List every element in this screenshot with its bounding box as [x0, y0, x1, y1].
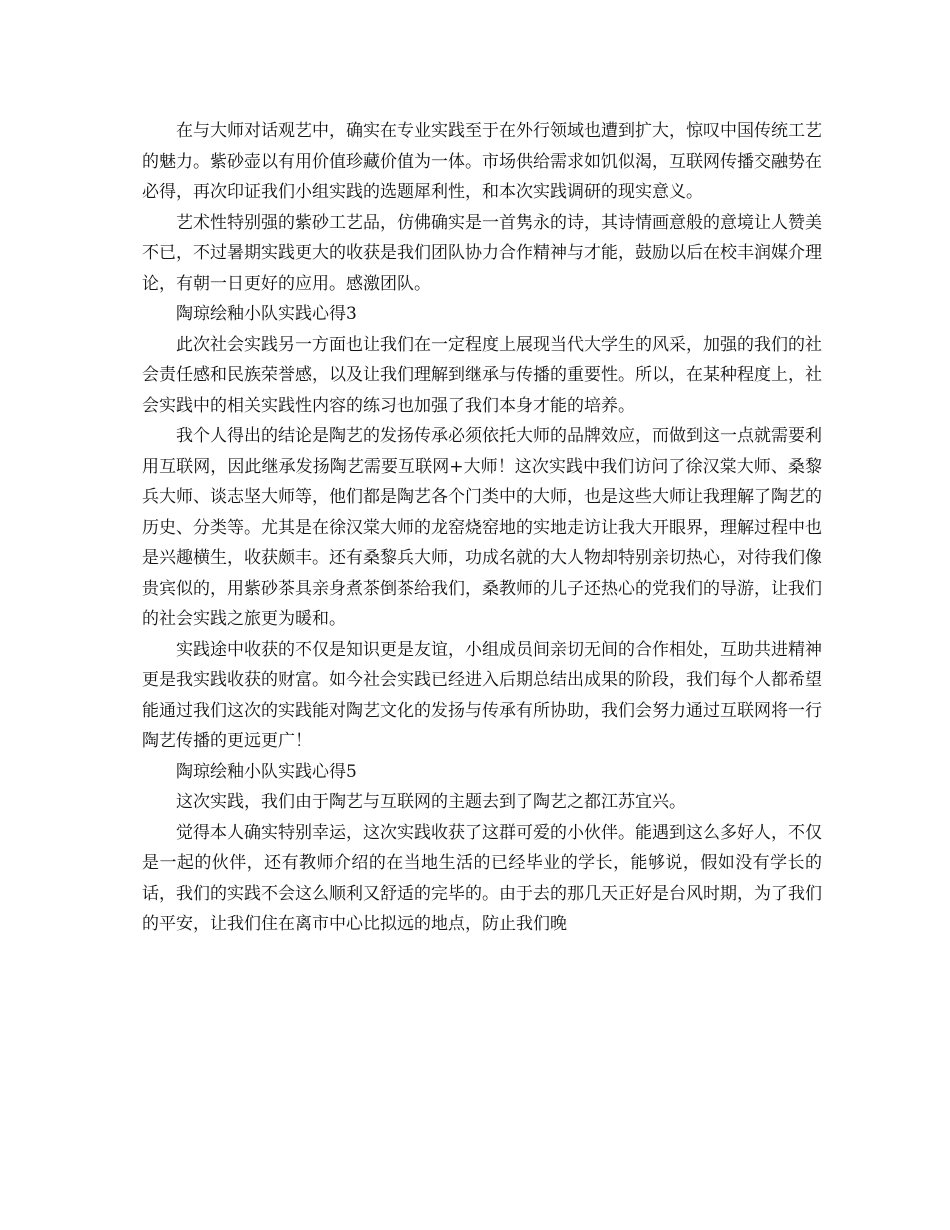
paragraph-5: 实践途中收获的不仅是知识更是友谊，小组成员间亲切无间的合作相处，互助共进精神更是我实践收获的财富。如今社会实践已经进入后期总结出成果的阶段，我们每个人都希望能通过我们这次的实践能对陶艺文化的发扬与传承有所协助，我们会努力通过互联网将一行陶艺传播的更远更广！ — [142, 639, 822, 751]
paragraph-6: 这次实践，我们由于陶艺与互联网的主题去到了陶艺之都江苏宜兴。 — [176, 792, 686, 812]
paragraph-4: 我个人得出的结论是陶艺的发扬传承必须依托大师的品牌效应，而做到这一点就需要利用互联网，因此继承发扬陶艺需要互联网+大师！这次实践中我们访问了徐汉棠大师、桑黎兵大师、谈志坚大师等，他们都是陶艺各个门类中的大师，也是这些大师让我理解了陶艺的历史、分类等。尤其是在徐汉棠大师的龙窑烧窑地的实地走访让我大开眼界，理解过程中也是兴趣横生，收获颇丰。还有桑黎兵大师，功成名就的大人物却特别亲切热心，对待我们像贵宾似的，用紫砂茶具亲身煮茶倒茶给我们，桑教师的儿子还热心的党我们的导游，让我们的社会实践之旅更为暖和。 — [142, 426, 822, 629]
paragraph-2: 艺术性特别强的紫砂工艺品，仿佛确实是一首隽永的诗，其诗情画意般的意境让人赞美不已，不过暑期实践更大的收获是我们团队协力合作精神与才能，鼓励以后在校丰润媒介理论，有朝一日更好的应用。感激团队。 — [142, 212, 822, 294]
paragraph-7: 觉得本人确实特别幸运，这次实践收获了这群可爱的小伙伴。能遇到这么多好人，不仅是一起的伙伴，还有教师介绍的在当地生活的已经毕业的学长，能够说，假如没有学长的话，我们的实践不会这么顺利又舒适的完毕的。由于去的那几天正好是台风时期，为了我们的平安，让我们住在离市中心比拟远的地点，防止我们晚 — [142, 822, 822, 934]
paragraph-3: 此次社会实践另一方面也让我们在一定程度上展现当代大学生的风采，加强的我们的社会责任感和民族荣誉感，以及让我们理解到继承与传播的重要性。所以，在某种程度上，社会实践中的相关实践性内容的练习也加强了我们本身才能的培养。 — [142, 334, 822, 416]
section-heading-3: 陶琼绘釉小队实践心得3 — [176, 304, 357, 324]
document-page — [142, 116, 822, 940]
paragraph-1: 在与大师对话观艺中，确实在专业实践至于在外行领域也遭到扩大，惊叹中国传统工艺的魅力。紫砂壶以有用价值珍藏价值为一体。市场供给需求如饥似渴，互联网传播交融势在必得，再次印证我们小组实践的选题犀利性，和本次实践调研的现实意义。 — [142, 121, 822, 202]
section-heading-5: 陶琼绘釉小队实践心得5 — [176, 761, 357, 782]
